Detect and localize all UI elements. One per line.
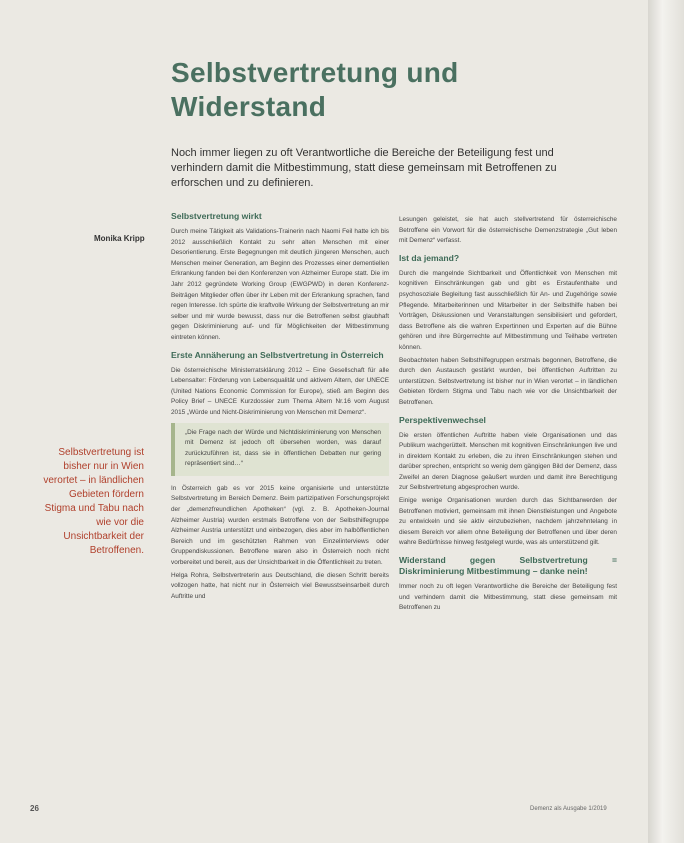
section-heading: Widerstand gegen Selbstvertretung = Diskriminierung Mitbestimmung – danke nein! [399, 555, 617, 577]
body-paragraph: Lesungen geleistet, sie hat auch stellvertretend für österreichische Betroffene ein Vorwort für die österreichische Demenzstrategie „Gut leben mit Demenz“ verfasst. [399, 216, 617, 245]
body-paragraph: In Österreich gab es vor 2015 keine organisierte und unterstützte Selbstvertretung im Bereich Demenz. Beim partizipativen Forschungsprojekt der „demenzfreundlichen Apotheken“ (vgl. z. B. Apotheken-Journal Alzheimer Austria) wurden erstmals Betroffene von der Selbsthilfegruppe Alzheimer Austria unterstützt und einbezogen, dies aber im halböffentlichen Bereich und im geschützten Rahmen von Einzelinterviews oder Gruppendiskussionen. Betroffene waren also in Österreich noch nicht vorbereitet und bereit, aus der Unsichtbarkeit in die Öffentlichkeit zu treten. [171, 484, 389, 567]
right-column [399, 215, 617, 616]
left-column [171, 211, 389, 604]
article-title [171, 56, 459, 124]
author-name: Monika Kripp [94, 234, 145, 243]
body-paragraph: Helga Rohra, Selbstvertreterin aus Deutschland, die diesen Schritt bereits vollzogen hatte, hat nicht nur in Österreich viel Bewusstseinsarbeit durch Auftritte und [171, 571, 389, 600]
section-heading: Ist da jemand? [399, 252, 460, 263]
intro-lead: Noch immer liegen zu oft Verantwortliche die Bereiche der Beteiligung fest und verhindern damit die Mitbestimmung, statt diese gemeinsam mit Betroffenen zu erforschen und zu definieren. [171, 147, 557, 189]
page-number: 26 [30, 804, 39, 813]
page-edge [648, 0, 684, 843]
quote-box: „Die Frage nach der Würde und Nichtdiskriminierung von Menschen mit Demenz ist jedoch oft übersehen worden, was darauf zurückzuführen ist, dass sie in öffentlichen Debatten nur gering repräsentiert sind…“ [171, 423, 389, 476]
body-paragraph: Beobachteten haben Selbsthilfegruppen erstmals begonnen, Betroffene, die durch den Austausch gestärkt wurden, bei öffentlichen Auftritten zu unterstützen. Selbstvertretung ist bisher nur in Wien verortet – in ländlichen Gebieten fördern Stigma und Tabu nach wie vor die Unsichtbarkeit der Betroffenen. [399, 356, 617, 406]
title-line-2: Widerstand [171, 91, 327, 122]
body-paragraph: Die österreichische Ministerratsklärung 2012 – Eine Gesellschaft für alle Lebensalter: Förderung von Lebensqualität und aktivem Altern, der UNECE (United Nations Economic Commission for Europe), stieß am Beginn des Policy Brief – UNECE Kurzdossier zum Thema Altern Nr.16 vom August 2015 „Würde und Nicht-Diskriminierung von Menschen mit Demenz“. [171, 366, 389, 416]
section-heading: Selbstvertretung wirkt [171, 211, 262, 221]
title-line-1: Selbstvertretung und [171, 57, 459, 88]
body-paragraph: Durch meine Tätigkeit als Validations-Trainerin nach Naomi Feil hatte ich bis 2012 ausschließlich Kontakt zu sehr alten Menschen mit einer Desorientierung. Erste Begegnungen mit deutlich jüngeren Menschen, auch Menschen meiner Generation, am Beginn des Prozesses einer dementiellen Erkrankung fanden bei den Konferenzen von Alzheimer Europe statt. Die im Jahr 2012 gegründete Working Group (EWGPWD) in deren Konferenz-Beiträgen Mitglieder offen über ihr Leben mit der Erkrankung sprachen, fand regen Interesse. Ich spürte die kraftvolle Wirkung der Selbstvertretung an mir selber und mir wurde bewusst, dass nur die Betroffenen selbst glaubhaft gegen Diskriminierung auf- und für Möglichkeiten der Mitbestimmung eintreten können. [171, 228, 389, 341]
pull-quote: Selbstvertretung ist bisher nur in Wien verortet – in ländlichen Gebieten fördern Stigma und Tabu nach wie vor die Unsichtbarkeit der Betroffenen. [43, 447, 144, 556]
running-footer: Demenz als Ausgabe 1/2019 [530, 806, 607, 812]
body-paragraph: Durch die mangelnde Sichtbarkeit und Öffentlichkeit von Menschen mit kognitiven Einschränkungen gab und gibt es Erstaufenthalte und psychosoziale Begleitung fast ausschließlich für An- und Zugehörige sowie Pflegende. Mitarbeiterinnen und Mitarbeiter in der Selbsthilfe haben bei Vorträgen, Diskussionen und Veranstaltungen sensibilisiert und gefordert, dass Betroffene als die wahren Expertinnen und Experten auf die Bühne gehören und ihre Bürgerrechte auf Mitbestimmung und Teilhabe vertreten können. [399, 269, 617, 351]
section-heading: Perspektivenwechsel [399, 414, 486, 425]
body-paragraph: Die ersten öffentlichen Auftritte haben viele Organisationen und das Publikum wachgerüttelt. Menschen mit kognitiven Einschränkungen live und in direktem Kontakt zu erleben, die zu ihren Einschränkungen stehen und darüber sprechen, entspricht so wenig dem gängigen Bild der Demenz, dass Zweifel an deren Diagnose geäußert wurden und damit ihre Berechtigung zur Selbstvertretung abgesprochen wurde. [399, 431, 617, 492]
body-paragraph: Immer noch zu oft legen Verantwortliche die Bereiche der Beteiligung fest und verhindern damit die Mitbestimmung, statt diese gemeinsam mit Betroffenen zu [399, 583, 617, 612]
section-heading: Erste Annäherung an Selbstvertretung in Österreich [171, 349, 384, 360]
body-paragraph: Einige wenige Organisationen wurden durch das Sichtbarwerden der Betroffenen motiviert, gemeinsam mit ihnen Dienstleistungen und Angebote zu entwickeln und sie aktiv einzubeziehen, nachdem jahrzehntelang in diesem Bereich vor allem ohne Beteiligung der Betroffenen und über deren wahre Bedürfnisse hinweg festgelegt wurde, was als unterstützend gilt. [399, 497, 617, 547]
